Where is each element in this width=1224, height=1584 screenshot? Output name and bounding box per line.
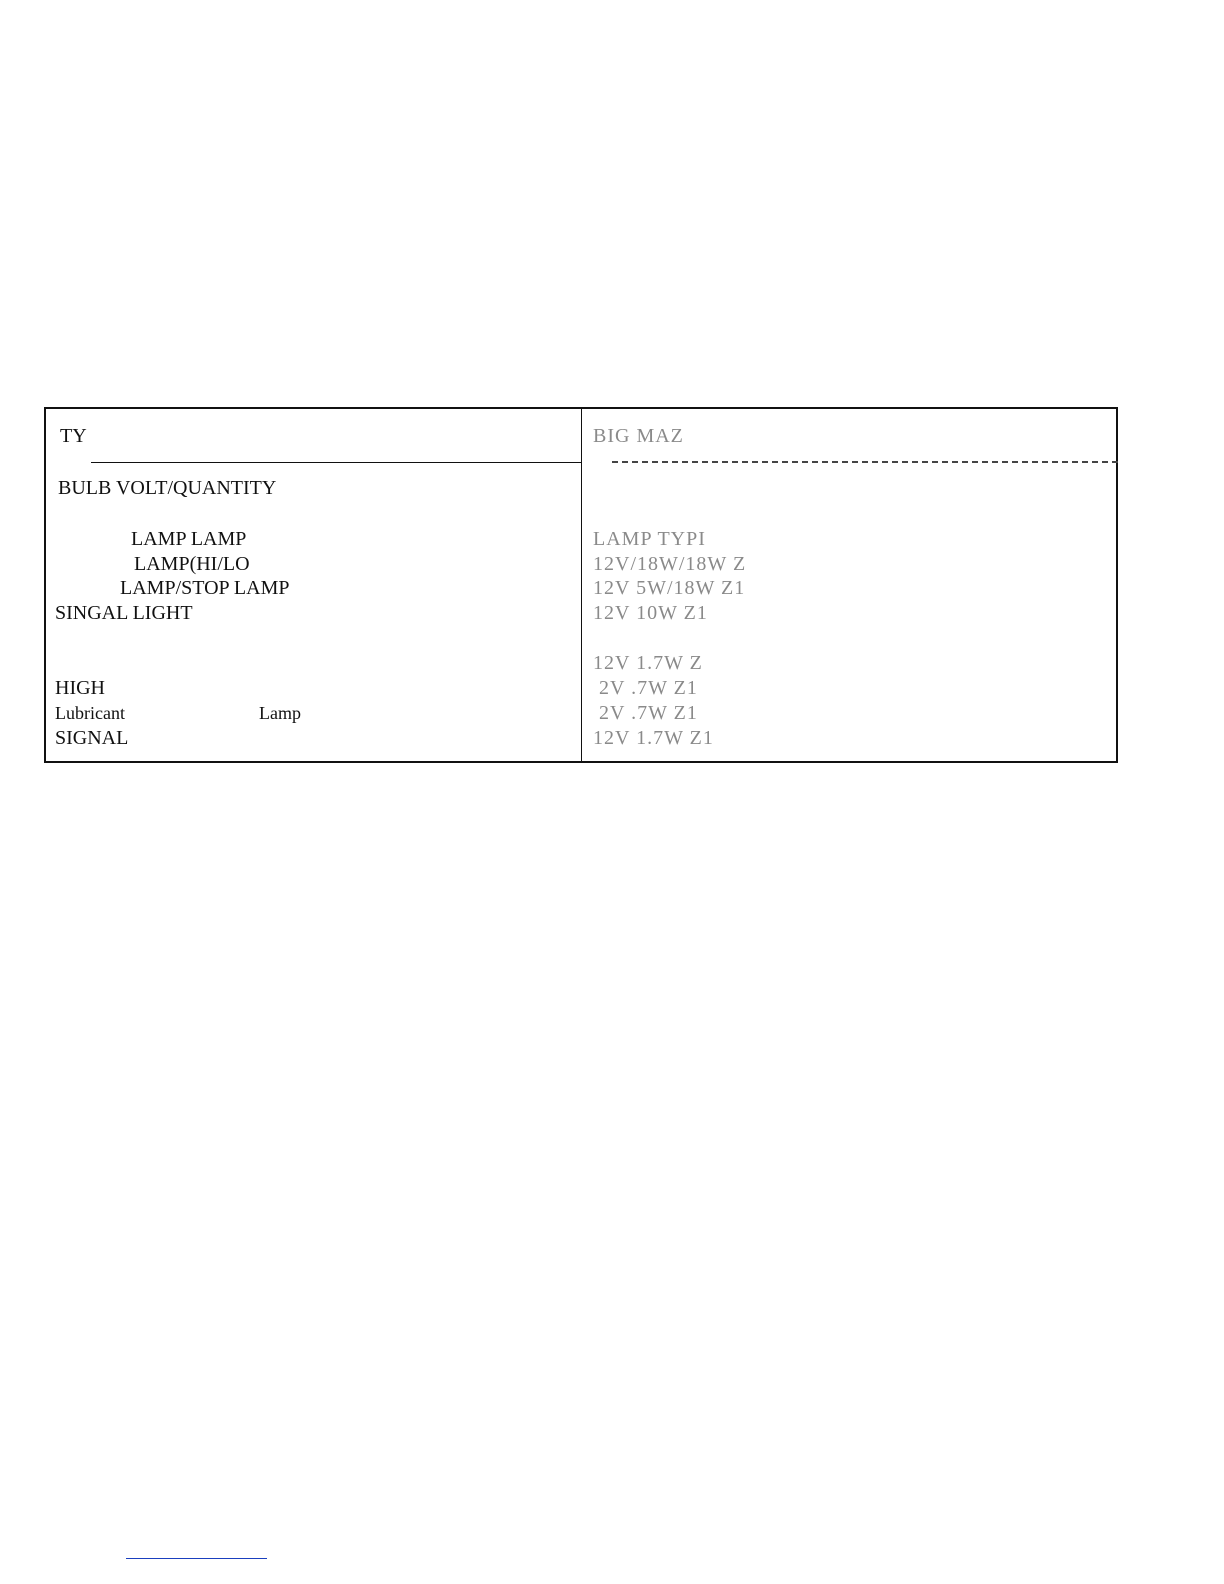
row-value-signal: 12V 1.7W Z1 xyxy=(593,727,714,749)
row-value-stop-lamp: 12V 5W/18W Z1 xyxy=(593,577,746,599)
bulb-spec-table xyxy=(44,407,1118,763)
row-label-singal-light: SINGAL LIGHT xyxy=(55,602,193,624)
row-value-hi-lo: 12V/18W/18W Z xyxy=(593,553,747,575)
row-label-signal: SIGNAL xyxy=(55,727,129,749)
row-label-lubricant: Lubricant xyxy=(55,703,125,723)
row-value-lamp-type: LAMP TYPI xyxy=(593,528,706,550)
header-rule-right xyxy=(612,461,1118,463)
footer-link-underline[interactable] xyxy=(126,1558,267,1559)
row-label-lamp-stop-lamp: LAMP/STOP LAMP xyxy=(120,577,290,599)
row-value-high: 2V .7W Z1 xyxy=(599,677,698,699)
row-value-signal-light: 12V 10W Z1 xyxy=(593,602,708,624)
row-label-lamp-hi-lo: LAMP(HI/LO xyxy=(134,553,250,575)
row-value-lubricant-lamp: 2V .7W Z1 xyxy=(599,702,698,724)
row-label-lamp: Lamp xyxy=(259,703,301,723)
header-rule xyxy=(91,462,581,463)
header-right-label: BIG MAZ xyxy=(593,425,684,447)
row-value-indicator: 12V 1.7W Z xyxy=(593,652,703,674)
row-label-lamp-lamp: LAMP LAMP xyxy=(131,528,247,550)
row-label-bulb-volt-quantity: BULB VOLT/QUANTITY xyxy=(58,477,277,499)
column-divider xyxy=(581,409,582,761)
header-left-label: TY xyxy=(60,425,87,447)
row-label-high: HIGH xyxy=(55,677,105,699)
